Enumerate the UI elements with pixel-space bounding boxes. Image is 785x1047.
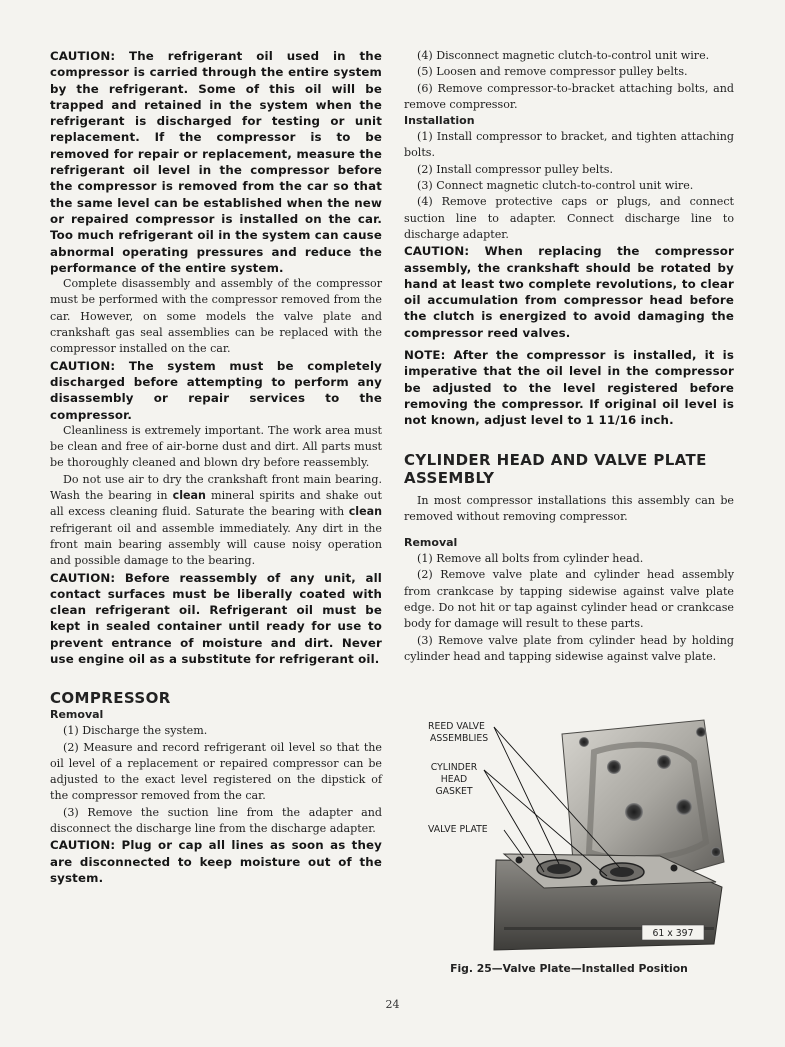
paragraph-cylinder-head: In most compressor installations this assembly can be removed without removing compressor. [404,493,734,523]
valve-plate-illustration [424,712,734,962]
label-gasket-line3: GASKET [435,786,473,797]
figure-valve-plate [424,712,734,962]
installation-step-2: (2) Install compressor pulley belts. [417,162,614,176]
caution-discharge-system: CAUTION: The system must be completely discharged before attempting to perform any disassembly or repair services to the compressor. [50,358,382,422]
subheading-removal: Removal [50,708,104,722]
paragraph-disassembly: Complete disassembly and assembly of the compressor must be performed with the compressor removed from the car. However, on some models the valve plate and crankshaft gas seal assemblies can be replaced with the compressor installed on the car. [50,277,382,356]
subheading-installation: Installation [404,114,475,128]
label-gasket-line1: CYLINDER [430,762,478,773]
label-reed-valve-line2: ASSEMBLIES [430,733,489,744]
cylinder-removal-step-3: (3) Remove valve plate from cylinder head by holding cylinder head and tapping sidewise against valve plate. [404,633,734,663]
removal-step-3: (3) Remove the suction line from the adapter and disconnect the discharge line from the discharge adapter. [50,805,382,836]
heading-cylinder-head: CYLINDER HEAD AND VALVE PLATE ASSEMBLY [404,450,707,487]
removal-step-2: (2) Measure and record refrigerant oil level so that the oil level of a replacement or repaired compressor can be adjusted to the exact level registered on the dipstick of the compressor removed from the car. [50,740,382,803]
removal-step-5: (5) Loosen and remove compressor pulley belts. [417,65,688,79]
removal-step-6: (6) Remove compressor-to-bracket attaching bolts, and remove compressor. [404,81,734,111]
label-valve-plate: VALVE PLATE [428,824,488,835]
caution-rotate-crankshaft: CAUTION: When replacing the compressor assembly, the crankshaft should be rotated by hand at least two complete revolutions, to clear oil accumulation from compressor head before the clutch is energized to avoid damaging the compressor reed valves. [404,244,734,340]
photo-number: 61 x 397 [652,928,694,939]
cylinder-removal-step-1: (1) Remove all bolts from cylinder head. [417,552,644,566]
removal-step-1: (1) Discharge the system. [63,724,208,738]
paragraph-bearing [50,472,382,570]
installation-step-1: (1) Install compressor to bracket, and tighten attaching bolts. [404,130,734,160]
heading-compressor: COMPRESSOR [50,689,171,708]
caution-refrigerant-oil: CAUTION: The refrigerant oil used in the compressor is carried through the entire system by the refrigerant. Some of this oil will be trapped and retained in the system when the refrigerant is discharged for testing or unit replacement. If the compressor is to be removed for repair or replacement, measure the refrigerant oil level in the compressor before the compressor is removed from the car so that the same level can be established when the new or repaired compressor is installed on the car. Too much refrigerant oil in the system can cause abnormal operating pressures and reduce the performance of the entire system. [50,49,382,275]
installation-step-4: (4) Remove protective caps or plugs, and connect suction line to adapter. Connect discharge line to discharge adapter. [404,195,734,241]
bearing-text-a: Do not use air to dry the crankshaft front main bearing. Wash the bearing in [50,472,382,503]
caution-plug-lines: CAUTION: Plug or cap all lines as soon as they are disconnected to keep moisture out of the system. [50,838,382,885]
bearing-clean-emphasis-2: clean [348,505,382,519]
figure-caption: Fig. 25—Valve Plate—Installed Position [450,962,688,975]
label-reed-valve-line1: REED VALVE [428,721,485,732]
subheading-cylinder-removal: Removal [404,536,458,550]
label-gasket-line2: HEAD [440,774,468,785]
bearing-text-b: mineral spirits and shake out all excess cleaning fluid. Saturate the bearing with [50,489,382,519]
cylinder-removal-step-2: (2) Remove valve plate and cylinder head assembly from crankcase by tapping sidewise against valve plate edge. Do not hit or tap against cylinder head or crankcase body for damage will result to these parts. [404,568,734,631]
note-oil-level: NOTE: After the compressor is installed, it is imperative that the oil level in the compressor be adjusted to the level registered before removing the compressor. If original oil level is not known, adjust level to 1 11/16 inch. [404,348,734,428]
page-number: 24 [385,998,400,1011]
removal-step-4: (4) Disconnect magnetic clutch-to-control unit wire. [417,49,710,62]
caution-reassembly: CAUTION: Before reassembly of any unit, all contact surfaces must be liberally coated with clean refrigerant oil. Refrigerant oil must be kept in sealed container until ready for use to prevent entrance of moisture and dirt. Never use engine oil as a substitute for refrigerant oil. [50,570,382,666]
left-column [50,48,382,886]
right-column [404,48,734,665]
bearing-clean-emphasis-1: clean [172,489,206,503]
installation-step-3: (3) Connect magnetic clutch-to-control unit wire. [417,179,694,193]
paragraph-cleanliness: Cleanliness is extremely important. The work area must be clean and free of air-borne dust and dirt. All parts must be thoroughly cleaned and blown dry before reassembly. [50,423,382,470]
bearing-text-c: refrigerant oil and assemble immediately. Any dirt in the front main bearing assembly will cause noisy operation and possible damage to the bearing. [50,521,382,568]
